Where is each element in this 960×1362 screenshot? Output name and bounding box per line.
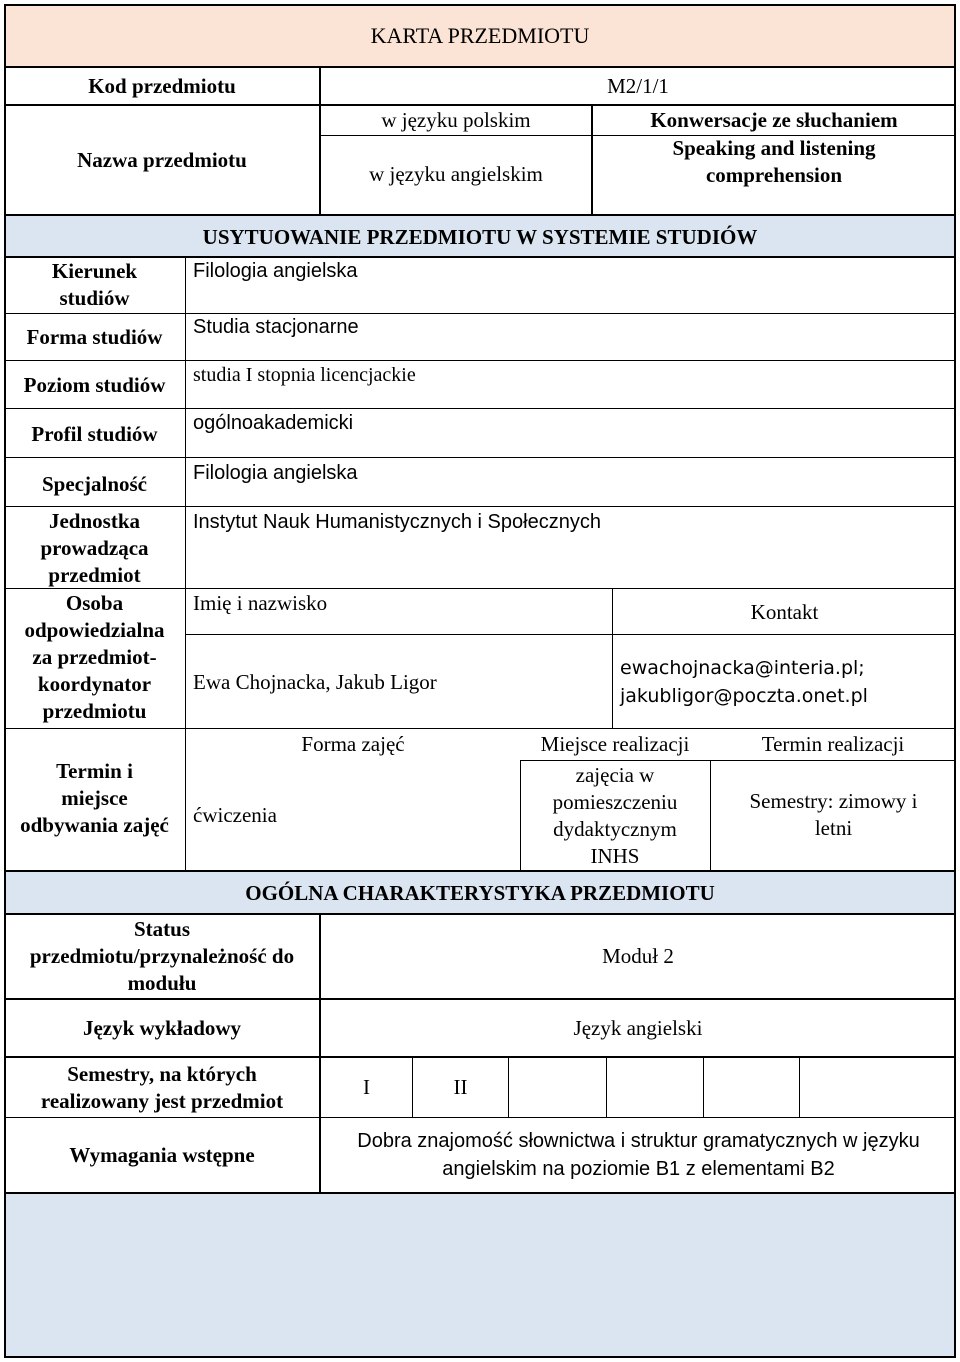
osoba-label-3: za przedmiot- [32, 645, 157, 669]
osoba-contact-2: jakubligor@poczta.onet.pl [620, 684, 868, 707]
termin-header-termin: Termin realizacji [761, 731, 905, 756]
kierunek-value: Filologia angielska [193, 259, 358, 282]
nazwa-label: Nazwa przedmiotu [77, 147, 247, 172]
termin-miejsce-3: dydaktycznym [553, 817, 677, 841]
termin-miejsce-2: pomieszczeniu [552, 790, 678, 814]
section1-title: USYTUOWANIE PRZEDMIOTU W SYSTEMIE STUDIÓW [202, 224, 758, 249]
nazwa-en-value-1: Speaking and listening [672, 135, 876, 160]
semestr-cell: II [453, 1075, 468, 1099]
kierunek-label-1: Kierunek [51, 258, 138, 283]
osoba-name-header: Imię i nazwisko [193, 590, 328, 615]
termin-label-3: odbywania zajęć [20, 813, 169, 837]
jednostka-label-3: przedmiot [48, 563, 141, 587]
semestry-label-2: realizowany jest przedmiot [40, 1089, 284, 1113]
jezyk-value: Język angielski [573, 1015, 703, 1040]
specjalnosc-label: Specjalność [42, 471, 147, 496]
specjalnosc-value: Filologia angielska [193, 461, 358, 484]
semestr-cell [704, 1058, 799, 1117]
osoba-contact-1: ewachojnacka@interia.pl; [620, 656, 865, 679]
termin-miejsce-1: zajęcia w [575, 763, 655, 787]
semestr-cell: I [363, 1075, 370, 1099]
section2-title: OGÓLNA CHARAKTERYSTYKA PRZEDMIOTU [245, 880, 715, 905]
termin-termin-2: letni [814, 816, 853, 840]
jednostka-label-1: Jednostka [48, 509, 141, 533]
nazwa-pl-label: w języku polskim [381, 107, 531, 132]
wymagania-label: Wymagania wstępne [69, 1142, 255, 1167]
forma-value: Studia stacjonarne [193, 315, 359, 338]
termin-header-forma: Forma zajęć [301, 731, 405, 756]
profil-label: Profil studiów [31, 421, 158, 446]
osoba-label-5: przedmiotu [42, 699, 147, 723]
jednostka-value: Instytut Nauk Humanistycznych i Społecznych [193, 510, 601, 533]
termin-miejsce-4: INHS [590, 844, 640, 868]
semestr-cell [509, 1058, 606, 1117]
forma-label: Forma studiów [26, 324, 163, 349]
status-label-1: Status [133, 917, 191, 941]
status-value: Moduł 2 [602, 943, 674, 968]
semestry-label-1: Semestry, na których [67, 1062, 257, 1086]
termin-forma: ćwiczenia [193, 802, 277, 827]
semestr-cell [607, 1058, 703, 1117]
wymagania-value-2: angielskim na poziomie B1 z elementami B2 [442, 1157, 835, 1180]
status-label-2: przedmiotu/przynależność do [29, 944, 295, 968]
page-title: KARTA PRZEDMIOTU [370, 22, 590, 48]
osoba-contact-header: Kontakt [750, 599, 819, 624]
termin-header-miejsce: Miejsce realizacji [540, 731, 690, 756]
kierunek-label-2: studiów [59, 285, 130, 310]
kod-label: Kod przedmiotu [88, 73, 236, 98]
jednostka-label-2: prowadząca [40, 536, 149, 560]
nazwa-pl-value: Konwersacje ze słuchaniem [650, 107, 898, 132]
termin-label-2: miejsce [61, 786, 128, 810]
termin-termin-1: Semestry: zimowy i [749, 789, 918, 813]
jezyk-label: Język wykładowy [82, 1015, 242, 1040]
termin-label-1: Termin i [56, 759, 133, 783]
semestr-cell [800, 1058, 956, 1117]
osoba-label-4: koordynator [37, 672, 152, 696]
profil-value: ogólnoakademicki [193, 411, 354, 434]
nazwa-en-value-2: comprehension [705, 162, 843, 187]
osoba-name: Ewa Chojnacka, Jakub Ligor [193, 669, 437, 694]
poziom-label: Poziom studiów [23, 372, 166, 397]
osoba-label-2: odpowiedzialna [24, 618, 165, 642]
poziom-value: studia I stopnia licencjackie [193, 363, 416, 386]
wymagania-value-1: Dobra znajomość słownictwa i struktur gramatycznych w języku [357, 1129, 920, 1152]
osoba-label-1: Osoba [65, 591, 124, 615]
nazwa-en-label: w języku angielskim [369, 161, 543, 186]
status-label-3: modułu [127, 971, 197, 995]
kod-value: M2/1/1 [607, 73, 669, 98]
